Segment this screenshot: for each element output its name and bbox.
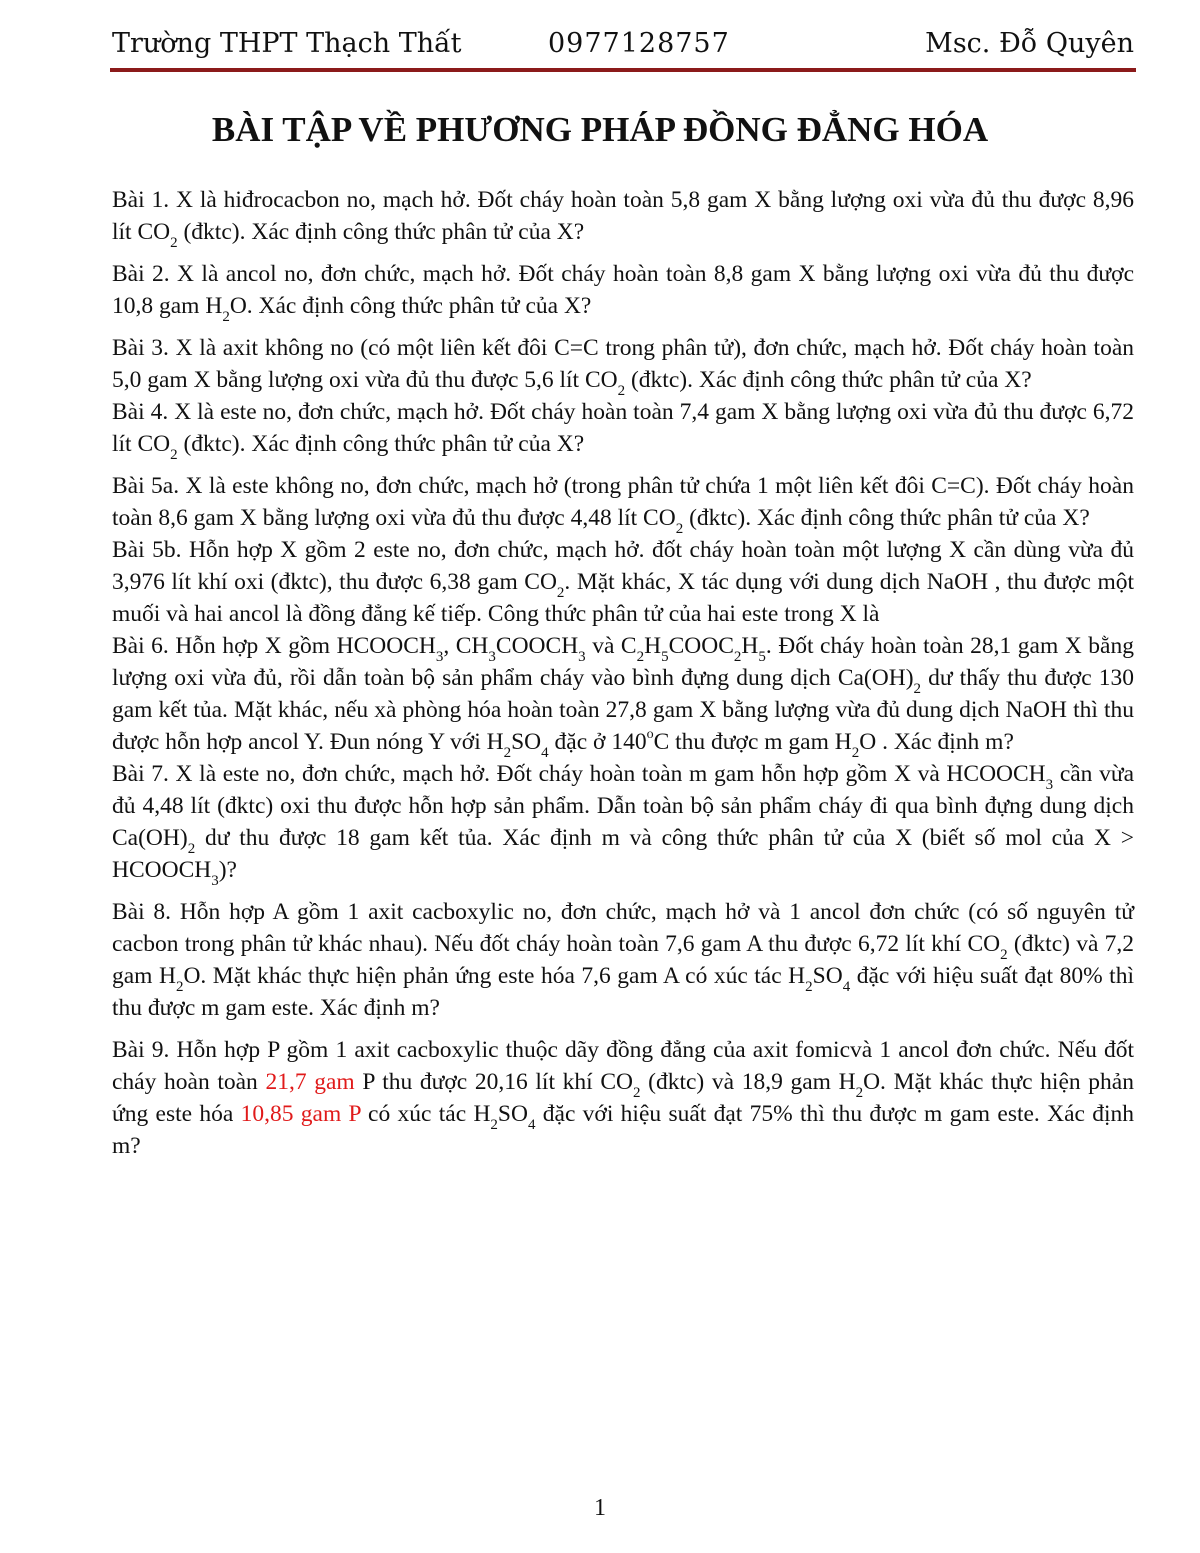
exercise-8: Bài 8. Hỗn hợp A gồm 1 axit cacboxylic no, đơn chức, mạch hở và 1 ancol đơn chức (có số nguyên tử cacbon trong phân tử khác nhau). Nếu đốt cháy hoàn toàn 7,6 gam A thu được 6,72 lít khí $CO_2$ (đktc) và 7,2 gam $H_2O$. Mặt khác thực hiện phản ứng este hóa 7,6 gam A có xúc tác $H_2SO_4$ đặc với hiệu suất đạt 80% thì thu được m gam este. Xác định m? bbox=[112, 899, 1134, 1021]
exercise-3: Bài 3. X là axit không no (có một liên kết đôi C=C trong phân tử), đơn chức, mạch hở. Đốt cháy hoàn toàn 5,0 gam X bằng lượng oxi vừa đủ thu được 5,6 lít $CO_2$ (đktc). Xác định công thức phân tử của X? bbox=[112, 335, 1134, 400]
exercise-9: Bài 9. Hỗn hợp P gồm 1 axit cacboxylic thuộc dãy đồng đẳng của axit fomicvà 1 ancol đơn chức. Nếu đốt cháy hoàn toàn 21,7 gam P thu được 20,16 lít khí $CO_2$ (đktc) và 18,9 gam $H_2O$. Mặt khác thực hiện phản ứng este hóa 10,85 gam P có xúc tác $H_2SO_4$ đặc với hiệu suất đạt 75% thì thu được m gam este. Xác định m? bbox=[112, 1037, 1135, 1159]
exercise-2: Bài 2. X là ancol no, đơn chức, mạch hở. Đốt cháy hoàn toàn 8,8 gam X bằng lượng oxi vừa đủ thu được 10,8 gam $H_2O$. Xác định công thức phân tử của X? bbox=[112, 261, 1134, 326]
highlight-mass-2: 10,85 gam P bbox=[240, 1101, 361, 1127]
phone-number: 0977128757 bbox=[548, 28, 730, 59]
page-header bbox=[112, 28, 1134, 68]
exercise-5a: Bài 5a. X là este không no, đơn chức, mạch hở (trong phân tử chứa 1 một liên kết đôi C=C). Đốt cháy hoàn toàn 8,6 gam X bằng lượng oxi vừa đủ thu được 4,48 lít $CO_2$ (đktc). Xác định công thức phân tử của X? bbox=[112, 473, 1134, 538]
page-number: 1 bbox=[594, 1495, 606, 1521]
exercise-list bbox=[112, 184, 1134, 1172]
exercise-7: Bài 7. X là este no, đơn chức, mạch hở. Đốt cháy hoàn toàn m gam hỗn hợp gồm X và $HCOOCH_3$ cần vừa đủ 4,48 lít (đktc) oxi thu được hỗn hợp sản phẩm. Dẫn toàn bộ sản phẩm cháy đi qua bình đựng dung dịch $Ca(OH)_2$ dư thu được 18 gam kết tủa. Xác định m và công thức phân tử của X (biết số mol của $X > HCOOCH_3$)? bbox=[112, 761, 1134, 890]
highlight-mass-1: 21,7 gam bbox=[265, 1069, 355, 1095]
page-title: BÀI TẬP VỀ PHƯƠNG PHÁP ĐỒNG ĐẲNG HÓA bbox=[211, 110, 989, 149]
exercise-1: Bài 1. X là hiđrocacbon no, mạch hở. Đốt cháy hoàn toàn 5,8 gam X bằng lượng oxi vừa đủ thu được 8,96 lít $CO_2$ (đktc). Xác định công thức phân tử của X? bbox=[112, 187, 1134, 252]
header-divider bbox=[110, 68, 1136, 72]
exercise-6: Bài 6. Hỗn hợp X gồm $HCOOCH_3$, $CH_3COOCH_3$ và $C_2H_5COOC_2H_5$. Đốt cháy hoàn toàn 28,1 gam X bằng lượng oxi vừa đủ, rồi dẫn toàn bộ sản phẩm cháy vào bình đựng dung dịch $Ca(OH)_2$ dư thấy thu được 130 gam kết tủa. Mặt khác, nếu xà phòng hóa hoàn toàn 27,8 gam X bằng lượng vừa đủ dung dịch NaOH thì thu được hỗn hợp ancol Y. Đun nóng Y với $H_2SO_4$ đặc ở 140$^o$C thu được m gam $H_2O$ . Xác định m? bbox=[112, 633, 1134, 762]
author-name: Msc. Đỗ Quyên bbox=[925, 28, 1134, 59]
exercise-4: Bài 4. X là este no, đơn chức, mạch hở. Đốt cháy hoàn toàn 7,4 gam X bằng lượng oxi vừa đủ thu được 6,72 lít $CO_2$ (đktc). Xác định công thức phân tử của X? bbox=[112, 399, 1134, 464]
exercise-5b: Bài 5b. Hỗn hợp X gồm 2 este no, đơn chức, mạch hở. đốt cháy hoàn toàn một lượng X cần dùng vừa đủ 3,976 lít khí oxi (đktc), thu được 6,38 gam $CO_2$. Mặt khác, X tác dụng với dung dịch NaOH , thu được một muối và hai ancol là đồng đẳng kế tiếp. Công thức phân tử của hai este trong X là bbox=[112, 537, 1134, 627]
school-name: Trường THPT Thạch Thất bbox=[112, 28, 462, 59]
